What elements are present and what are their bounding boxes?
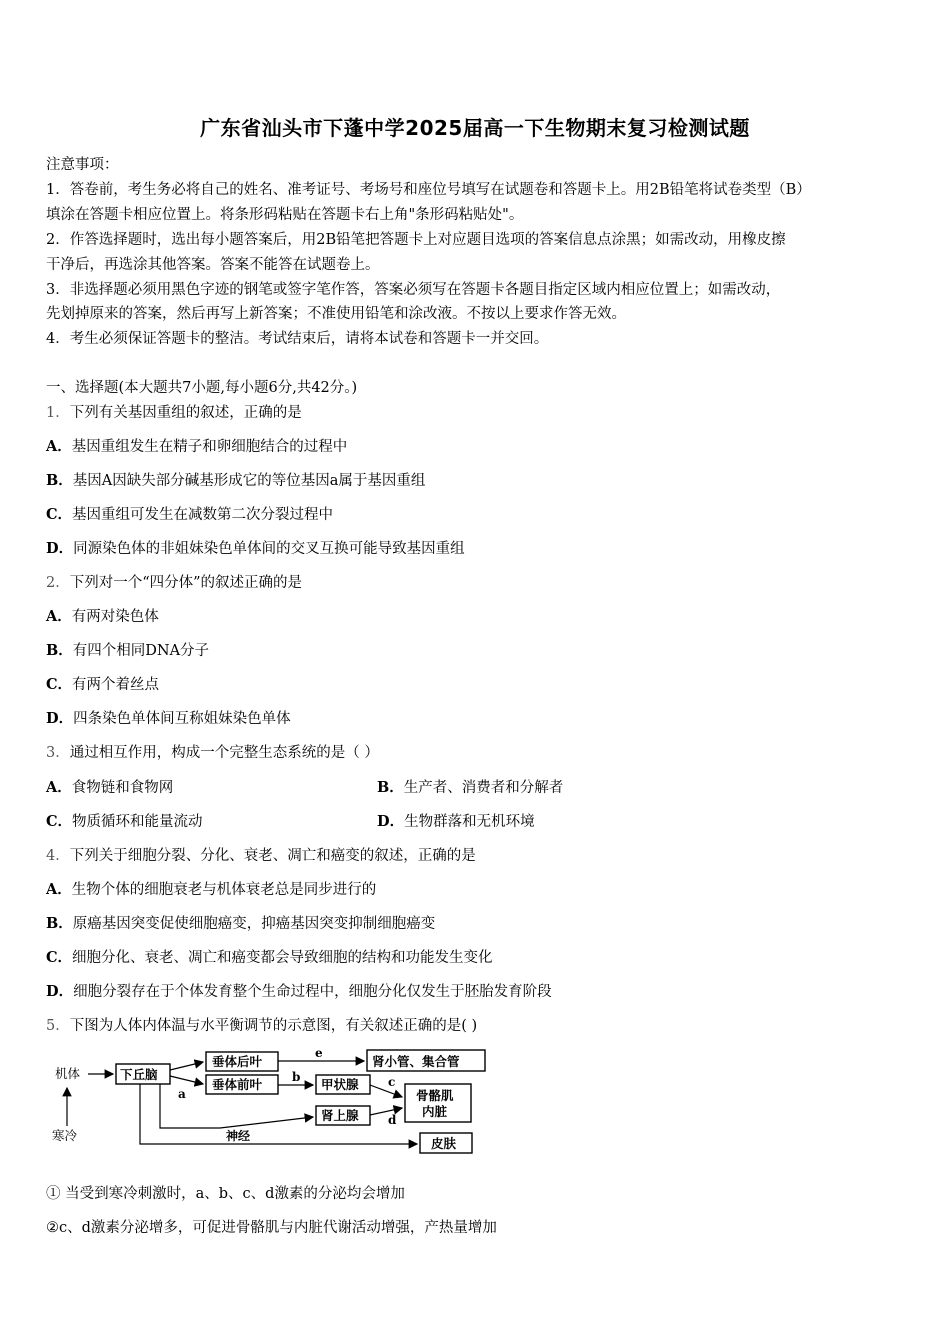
question-text: 通过相互作用，构成一个完整生态系统的是（ ） [69, 745, 379, 761]
statement-1: ① 当受到寒冷刺激时，a、b、c、d激素的分泌均会增加 [46, 1186, 405, 1202]
question-1-stem [46, 401, 302, 422]
text-adrenal: 肾上腺 [321, 1108, 359, 1123]
question-2-option-c: C．有两个着丝点 [46, 676, 160, 693]
label-e: e [315, 1046, 323, 1060]
label-b: b [292, 1070, 301, 1084]
question-2-option-a: A．有两对染色体 [46, 608, 159, 625]
question-4-option-b: B．原癌基因突变促使细胞癌变，抑癌基因突变抑制细胞癌变 [46, 915, 436, 932]
question-2-option-b: B．有四个相同DNA分子 [46, 642, 210, 659]
notice-line: 4．考生必须保证答题卡的整洁。考试结束后，请将本试卷和答题卡一并交回。 [46, 331, 549, 347]
question-4-option-a: A．生物个体的细胞衰老与机体衰老总是同步进行的 [46, 881, 377, 898]
notice-line: 干净后，再选涂其他答案。答案不能答在试题卷上。 [46, 257, 380, 273]
text-skin: 皮肤 [431, 1136, 457, 1151]
section-heading: 一、选择题(本大题共7小题,每小题6分,共42分。) [46, 380, 358, 396]
notice-line: 3．非选择题必须用黑色字迹的钢笔或签字笔作答，答案必须写在答题卡各题目指定区域内相应位置上；如需改动， [46, 282, 781, 298]
arrow-to-posterior [170, 1062, 203, 1070]
question-1-option-b: B．基因A因缺失部分碱基形成它的等位基因a属于基因重组 [46, 472, 426, 489]
notice-line: 先划掉原来的答案，然后再写上新答案；不准使用铅笔和涂改液。不按以上要求作答无效。 [46, 306, 626, 322]
question-number: 4． [46, 848, 70, 864]
label-c: c [388, 1075, 396, 1089]
question-1-option-c: C．基因重组可发生在减数第二次分裂过程中 [46, 506, 334, 523]
question-4-option-c: C．细胞分化、衰老、凋亡和癌变都会导致细胞的结构和功能发生变化 [46, 949, 493, 966]
question-3-option-c: C．物质循环和能量流动 [46, 813, 203, 830]
question-number: 1． [46, 405, 70, 421]
page-title: 广东省汕头市下蓬中学2025届高一下生物期末复习检测试题 [200, 116, 750, 140]
question-4-option-d: D．细胞分裂存在于个体发育整个生命过程中，细胞分化仅发生于胚胎发育阶段 [46, 983, 552, 1000]
question-2-stem [46, 571, 302, 592]
question-number: 5． [46, 1018, 70, 1034]
regulation-diagram [40, 1040, 500, 1165]
question-3-stem [46, 741, 379, 762]
question-5-stem [46, 1014, 477, 1035]
label-d: d [388, 1113, 397, 1127]
question-text: 下图为人体内体温与水平衡调节的示意图，有关叙述正确的是( ) [69, 1018, 478, 1034]
question-text: 下列有关基因重组的叙述，正确的是 [69, 405, 302, 421]
question-text: 下列关于细胞分裂、分化、衰老、凋亡和癌变的叙述，正确的是 [69, 848, 476, 864]
arrow-d [370, 1108, 402, 1115]
question-3-option-d: D．生物群落和无机环境 [377, 813, 535, 830]
question-number: 2． [46, 575, 70, 591]
text-posterior-pituitary: 垂体后叶 [212, 1054, 263, 1069]
statement-2: ②c、d激素分泌增多，可促进骨骼肌与内脏代谢活动增强，产热量增加 [46, 1220, 497, 1236]
question-3-option-a: A．食物链和食物网 [46, 779, 174, 796]
notice-line: 2．作答选择题时，选出每小题答案后，用2B铅笔把答题卡上对应题目选项的答案信息点涂黑；如需改动，用橡皮擦 [46, 232, 786, 248]
text-thyroid: 甲状腺 [321, 1077, 359, 1092]
arrow-c [370, 1085, 402, 1097]
question-4-stem [46, 844, 476, 865]
text-muscle: 骨骼肌 [416, 1088, 454, 1103]
text-anterior-pituitary: 垂体前叶 [212, 1077, 263, 1092]
arrow-a-to-anterior [170, 1076, 203, 1084]
label-a: a [178, 1087, 186, 1101]
question-3-option-b: B．生产者、消费者和分解者 [377, 779, 564, 796]
question-1-option-a: A．基因重组发生在精子和卵细胞结合的过程中 [46, 438, 348, 455]
label-body: 机体 [55, 1066, 81, 1081]
label-nerve: 神经 [226, 1129, 251, 1143]
question-2-option-d: D．四条染色单体间互称姐妹染色单体 [46, 710, 291, 727]
text-organs: 内脏 [422, 1104, 448, 1119]
notice-line: 填涂在答题卡相应位置上。将条形码粘贴在答题卡右上角"条形码粘贴处"。 [46, 207, 524, 223]
question-text: 下列对一个“四分体”的叙述正确的是 [69, 575, 303, 591]
text-hypothalamus: 下丘脑 [120, 1067, 158, 1082]
notice-line: 1．答卷前，考生务必将自己的姓名、准考证号、考场号和座位号填写在试题卷和答题卡上。用2B铅笔将试卷类型（B） [46, 182, 811, 198]
question-number: 3． [46, 745, 70, 761]
question-1-option-d: D．同源染色体的非姐妹染色单体间的交叉互换可能导致基因重组 [46, 540, 465, 557]
label-cold: 寒冷 [52, 1128, 78, 1143]
text-kidney-tubule: 肾小管、集合管 [372, 1054, 460, 1069]
notice-heading: 注意事项： [46, 157, 119, 173]
